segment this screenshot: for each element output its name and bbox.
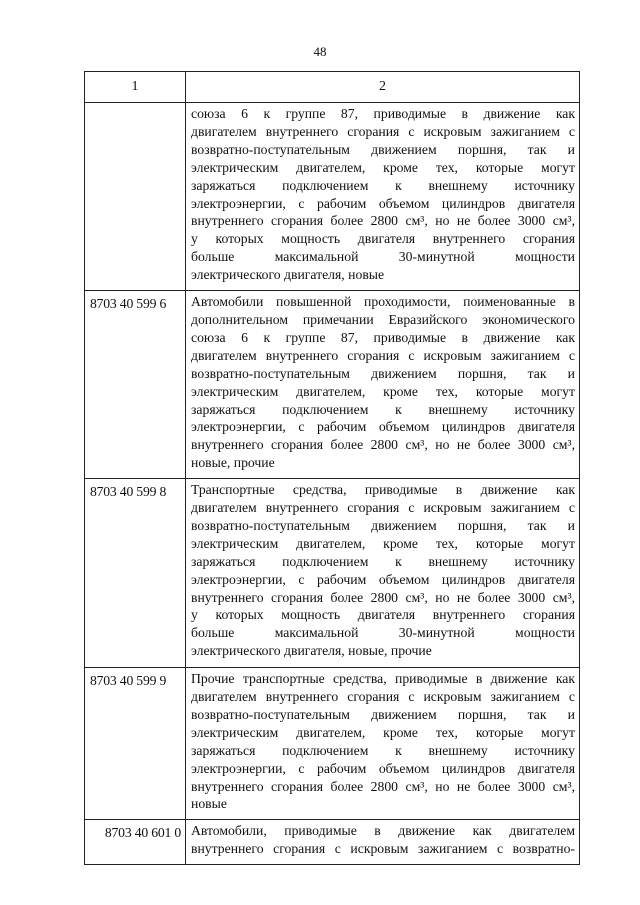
description-line: электрического двигателя, новые, прочие <box>191 643 432 659</box>
description-line: внутреннего сгорания более 2800 см³, но не более 3000 см³, <box>191 589 575 605</box>
description-line: электрическим двигателем, кроме тех, которые могут <box>191 159 575 175</box>
description-line: двигателем внутреннего сгорания с искровым зажиганием с <box>191 347 575 363</box>
description-line: возвратно-поступательным движением поршня, так и <box>191 141 575 157</box>
description-line: Прочие транспортные средства, приводимые в движение как <box>191 671 575 687</box>
description-line: внутреннего сгорания с искровым зажиганием с возвратно- <box>191 841 575 857</box>
page-number: 48 <box>313 44 327 59</box>
description-line: электрического двигателя, новые <box>191 267 385 283</box>
description-line: больше максимальной 30-минутной мощности <box>191 249 575 265</box>
description-line: электрическим двигателем, кроме тех, которые могут <box>191 724 575 740</box>
description-line: электрическим двигателем, кроме тех, которые могут <box>191 383 575 399</box>
description-line: Автомобили, приводимые в движение как двигателем <box>191 823 575 839</box>
description-line: возвратно-поступательным движением поршня, так и <box>191 706 575 722</box>
description-line: внутреннего сгорания более 2800 см³, но не более 3000 см³, <box>191 778 575 794</box>
description-line: заряжаться подключением к внешнему источнику <box>191 742 575 758</box>
description-line: дополнительном примечании Евразийского экономического <box>191 311 575 327</box>
column-header-1: 1 <box>85 72 186 103</box>
tariff-code <box>85 103 186 291</box>
tariff-code: 8703 40 599 8 <box>85 479 186 668</box>
description-line: внутреннего сгорания более 2800 см³, но не более 3000 см³, <box>191 213 575 229</box>
description-line: союза 6 к группе 87, приводимые в движение как <box>191 106 575 121</box>
description-line: возвратно-поступательным движением поршня, так и <box>191 517 575 533</box>
table-header-row <box>85 72 580 103</box>
description-line: Транспортные средства, приводимые в движение как <box>191 482 575 498</box>
description-line: двигателем внутреннего сгорания с искровым зажиганием с <box>191 500 575 516</box>
product-description <box>186 668 580 820</box>
description-line: электроэнергии, с рабочим объемом цилиндров двигателя <box>191 571 575 587</box>
product-description <box>186 479 580 668</box>
description-line: внутреннего сгорания более 2800 см³, но не более 3000 см³, <box>191 437 575 453</box>
table-row <box>85 291 580 479</box>
tariff-code: 8703 40 601 0 <box>85 820 186 865</box>
description-line: электроэнергии, с рабочим объемом цилиндров двигателя <box>191 419 575 435</box>
column-header-2: 2 <box>186 72 580 103</box>
description-line: новые <box>191 796 227 812</box>
table-row <box>85 668 580 820</box>
description-line: электрическим двигателем, кроме тех, которые могут <box>191 535 575 551</box>
product-description <box>186 103 580 291</box>
description-line: больше максимальной 30-минутной мощности <box>191 625 575 641</box>
tariff-table <box>84 71 580 865</box>
product-description <box>186 291 580 479</box>
description-line: у которых мощность двигателя внутреннего сгорания <box>191 231 575 247</box>
tariff-code: 8703 40 599 9 <box>85 668 186 820</box>
table-row <box>85 479 580 668</box>
description-line: Автомобили повышенной проходимости, поименованные в <box>191 294 575 310</box>
description-line: новые, прочие <box>191 455 275 471</box>
description-line: двигателем внутреннего сгорания с искровым зажиганием с <box>191 689 575 705</box>
description-line: заряжаться подключением к внешнему источнику <box>191 401 575 417</box>
description-line: электроэнергии, с рабочим объемом цилиндров двигателя <box>191 195 575 211</box>
description-line: заряжаться подключением к внешнему источнику <box>191 553 575 569</box>
description-line: союза 6 к группе 87, приводимые в движение как <box>191 329 575 345</box>
description-line: возвратно-поступательным движением поршня, так и <box>191 365 575 381</box>
table-row <box>85 103 580 291</box>
tariff-code: 8703 40 599 6 <box>85 291 186 479</box>
description-line: у которых мощность двигателя внутреннего сгорания <box>191 607 575 623</box>
description-line: заряжаться подключением к внешнему источнику <box>191 177 575 193</box>
description-line: электроэнергии, с рабочим объемом цилиндров двигателя <box>191 760 575 776</box>
product-description <box>186 820 580 865</box>
description-line: двигателем внутреннего сгорания с искровым зажиганием с <box>191 123 575 139</box>
table-row <box>85 820 580 865</box>
